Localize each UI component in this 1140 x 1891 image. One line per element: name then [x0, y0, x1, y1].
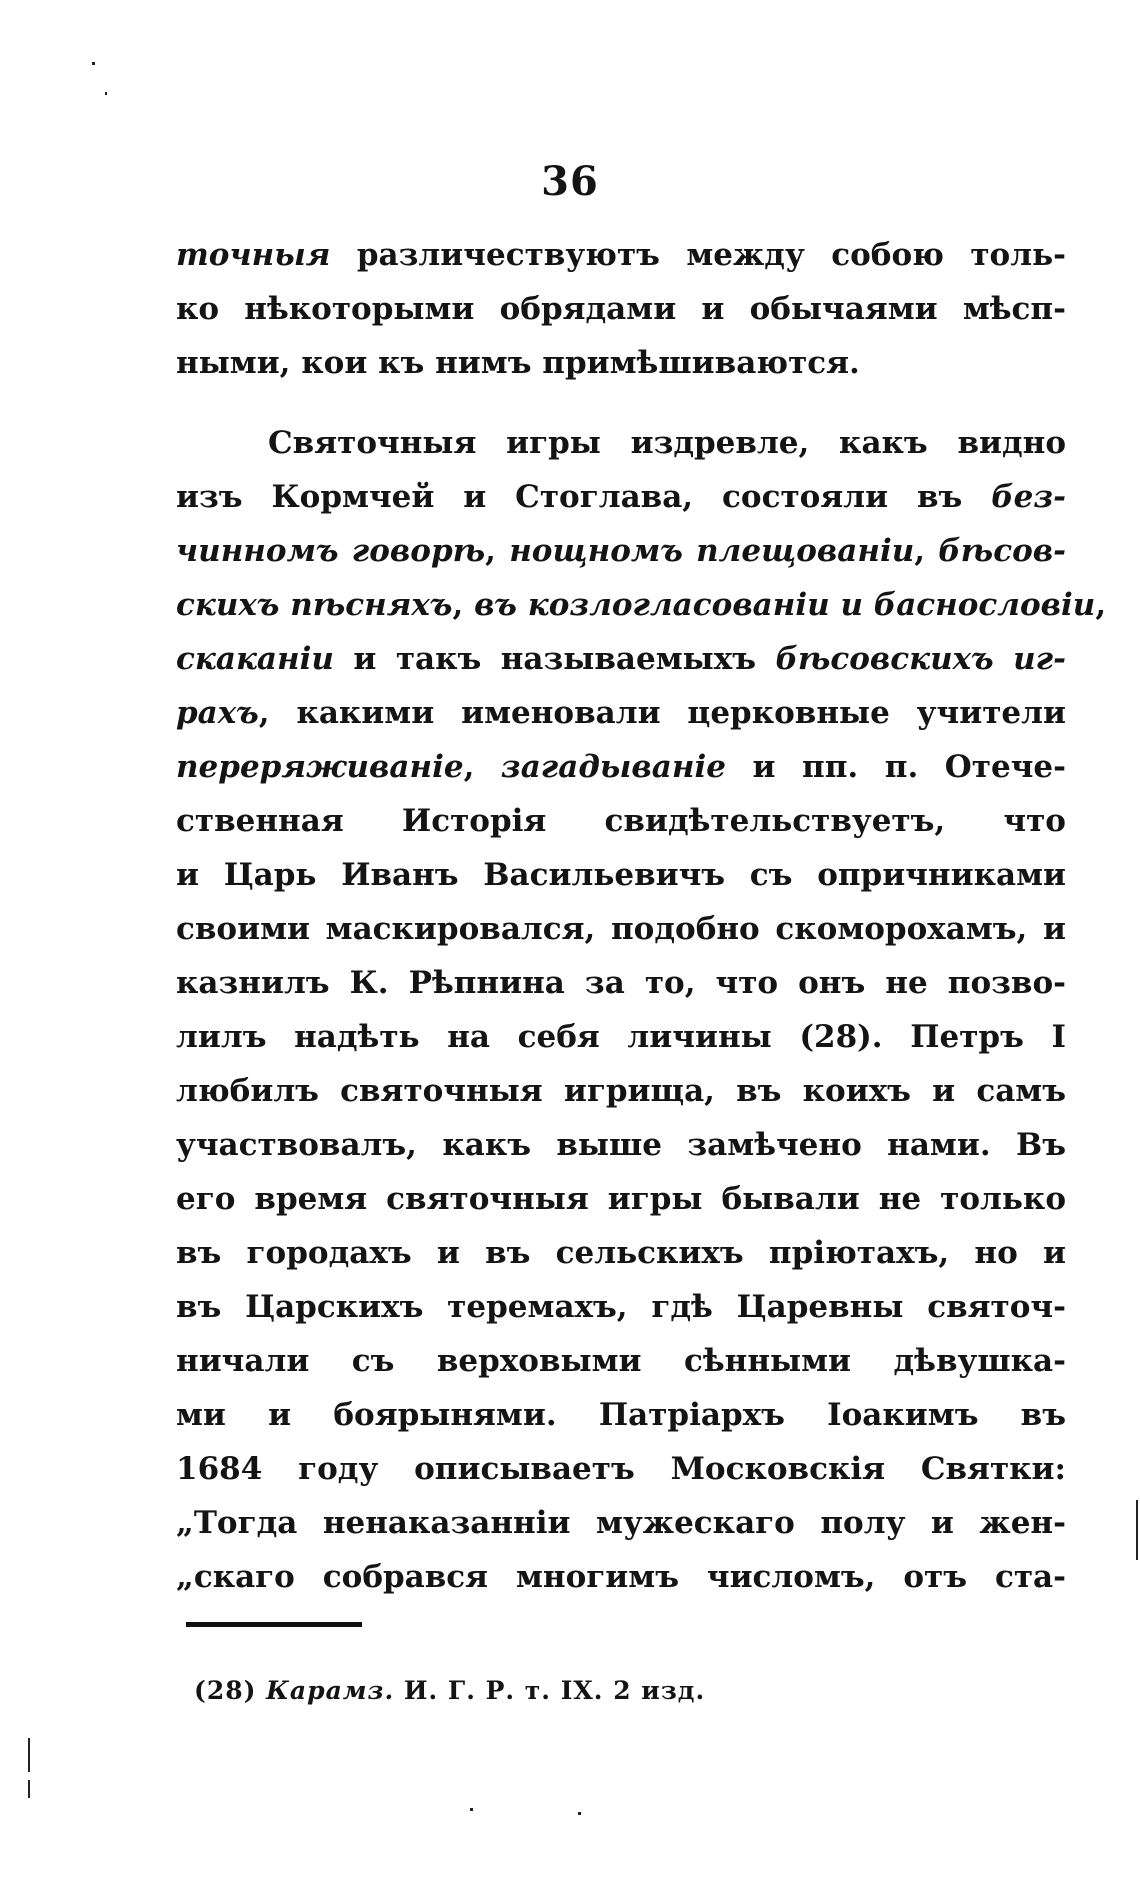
- text-segment: „скаго собрався многимъ числомъ, отъ ста-: [176, 1559, 1066, 1595]
- text-segment: 1684 году описываетъ Московскія Святки:: [176, 1451, 1066, 1487]
- text-line: [176, 470, 1066, 524]
- text-segment: въ Царскихъ теремахъ, гдѣ Царевны святоч-: [176, 1289, 1066, 1325]
- text-segment: , какими именовали церковные учители: [258, 695, 1066, 731]
- text-line: [176, 228, 1066, 282]
- scan-speck: [1136, 1500, 1138, 1560]
- text-line: [176, 794, 1066, 848]
- text-segment: его время святочныя игры бывали не только: [176, 1181, 1066, 1217]
- text-segment: И. Г. Р. т. IX. 2 изд.: [394, 1676, 706, 1705]
- italic-text: точныя: [176, 237, 331, 273]
- italic-text: въ козлогласованіи и баснословіи: [474, 587, 1096, 623]
- page-number: 36: [541, 158, 599, 205]
- footnote-rule: [186, 1622, 362, 1627]
- paragraph-gap: [176, 390, 1076, 416]
- text-segment: ,: [1095, 587, 1107, 623]
- text-segment: ,: [463, 749, 501, 785]
- text-line: [176, 578, 1107, 632]
- italic-text: чинномъ говорѣ: [176, 533, 486, 569]
- text-line: [176, 1010, 1066, 1064]
- text-line: [176, 1172, 1066, 1226]
- text-segment: участвовалъ, какъ выше замѣчено нами. Въ: [176, 1127, 1066, 1163]
- text-segment: и Царь Иванъ Васильевичъ съ опричниками: [176, 857, 1066, 893]
- text-line: [176, 632, 1066, 686]
- text-segment: ственная Исторія свидѣтельствуетъ, что: [176, 803, 1066, 839]
- text-segment: Святочныя игры издревле, какъ видно: [268, 425, 1066, 461]
- text-segment: ,: [452, 587, 475, 623]
- scan-speck: [105, 92, 107, 95]
- text-segment: ко нѣкоторыми обрядами и обычаями мѣсп-: [176, 291, 1066, 327]
- scan-speck: [470, 1808, 473, 1811]
- text-line: [176, 686, 1066, 740]
- text-segment: „Тогда ненаказанніи мужескаго полу и жен-: [176, 1505, 1066, 1541]
- text-segment: своими маскировался, подобно скоморохамъ, и: [176, 911, 1066, 947]
- text-line: [176, 282, 1066, 336]
- italic-text: бѣсов-: [938, 533, 1067, 569]
- text-segment: ничали съ верховыми сѣнными дѣвушка-: [176, 1343, 1066, 1379]
- text-line: [176, 416, 1066, 470]
- text-line: [176, 956, 1066, 1010]
- text-line: [176, 902, 1066, 956]
- text-line: [176, 1388, 1066, 1442]
- text-segment: ными, кои къ нимъ примѣшиваются.: [176, 345, 860, 381]
- text-line: [176, 1496, 1066, 1550]
- text-line: [176, 336, 1066, 390]
- text-segment: различествуютъ между собою толь-: [330, 237, 1066, 273]
- italic-text: бѣсовскихъ иг-: [775, 641, 1066, 677]
- body-text: [176, 228, 1107, 1604]
- text-line: [176, 1334, 1066, 1388]
- footnote: [194, 1676, 705, 1705]
- scan-speck: [92, 62, 95, 65]
- italic-text: Карамз.: [266, 1676, 395, 1705]
- text-segment: и пп. п. Отече-: [725, 749, 1066, 785]
- text-segment: изъ Кормчей и Стоглава, состояли въ: [176, 479, 992, 515]
- italic-text: рахъ: [176, 695, 259, 731]
- scan-speck: [28, 1780, 30, 1798]
- text-segment: казнилъ К. Рѣпнина за то, что онъ не позво-: [176, 965, 1066, 1001]
- text-segment: и такъ называемыхъ: [333, 641, 776, 677]
- text-segment: въ городахъ и въ сельскихъ пріютахъ, но и: [176, 1235, 1066, 1271]
- text-segment: (28): [194, 1676, 267, 1705]
- italic-text: без-: [991, 479, 1066, 515]
- italic-text: переряживаніе: [176, 749, 464, 785]
- text-line: [176, 1226, 1066, 1280]
- text-segment: ,: [485, 533, 510, 569]
- italic-text: скаканіи: [176, 641, 334, 677]
- scan-speck: [28, 1738, 30, 1772]
- text-line: [176, 1280, 1066, 1334]
- text-line: [176, 1550, 1066, 1604]
- text-line: [176, 1064, 1066, 1118]
- italic-text: нощномъ плещованіи: [509, 533, 915, 569]
- italic-text: скихъ пѣсняхъ: [176, 587, 453, 623]
- italic-text: загадываніе: [500, 749, 726, 785]
- text-segment: лилъ надѣть на себя личины (28). Петръ I: [176, 1019, 1066, 1055]
- text-segment: ,: [914, 533, 939, 569]
- text-line: [176, 1118, 1066, 1172]
- text-line: [176, 848, 1066, 902]
- text-segment: ми и боярынями. Патріархъ Іоакимъ въ: [176, 1397, 1066, 1433]
- text-segment: любилъ святочныя игрища, въ коихъ и самъ: [176, 1073, 1066, 1109]
- text-line: [176, 740, 1066, 794]
- text-line: [176, 524, 1066, 578]
- scan-speck: [578, 1812, 581, 1815]
- text-line: [176, 1442, 1066, 1496]
